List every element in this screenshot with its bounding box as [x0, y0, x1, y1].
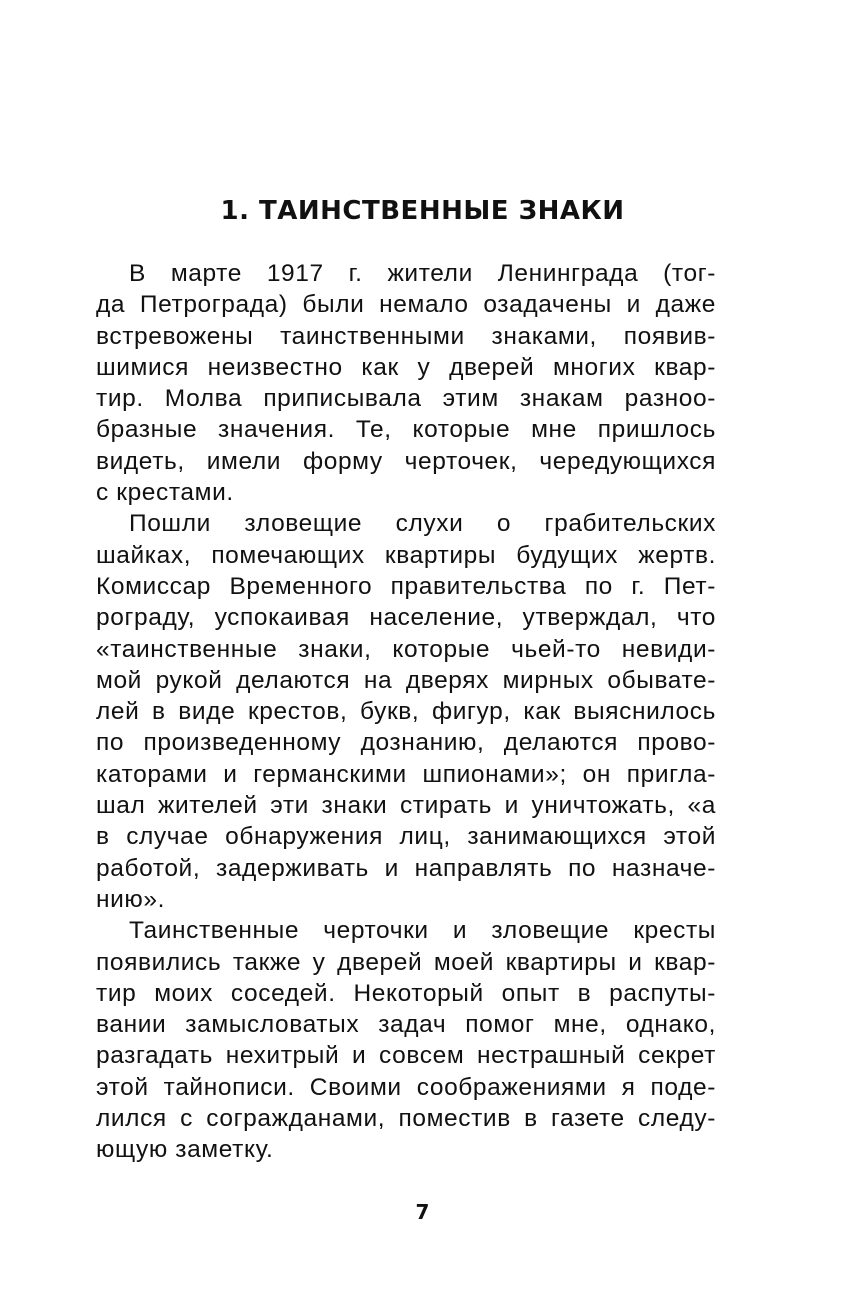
text-line: вании замысловатых задач помог мне, однако,	[96, 1011, 716, 1039]
chapter-title: 1. ТАИНСТВЕННЫЕ ЗНАКИ	[220, 196, 625, 226]
text-line: нию».	[96, 885, 166, 913]
text-line: тир моих соседей. Некоторый опыт в распуты-	[96, 979, 716, 1007]
text-line: встревожены таинственными знаками, появив-	[96, 322, 716, 350]
paragraph-2	[96, 508, 716, 915]
paragraph-1	[96, 258, 716, 508]
text-line: Комиссар Временного правительства по г. Пет-	[96, 572, 716, 600]
text-line: мой рукой делаются на дверях мирных обывате-	[96, 666, 716, 694]
text-line: да Петрограда) были немало озадачены и даже	[96, 291, 716, 319]
text-line: Таинственные черточки и зловещие кресты	[129, 917, 716, 945]
text-line: по произведенному дознанию, делаются прово-	[96, 729, 716, 757]
text-line: Пошли зловещие слухи о грабительских	[129, 510, 716, 538]
text-line: В марте 1917 г. жители Ленинграда (тог-	[129, 260, 716, 287]
text-line: работой, задерживать и направлять по назначе-	[96, 854, 716, 882]
text-line: разгадать нехитрый и совсем нестрашный секрет	[96, 1042, 716, 1070]
body-text	[96, 258, 716, 1166]
text-line: шимися неизвестно как у дверей многих квар-	[96, 353, 716, 381]
text-line: шал жителей эти знаки стирать и уничтожать, «а	[96, 792, 716, 820]
text-line: шайках, помечающих квартиры будущих жертв.	[96, 541, 716, 569]
text-line: лей в виде крестов, букв, фигур, как выяснилось	[96, 698, 716, 726]
text-line: каторами и германскими шпионами»; он пригла-	[96, 760, 716, 788]
text-line: лился с согражданами, поместив в газете следу-	[96, 1105, 716, 1133]
page-number: 7	[415, 1200, 430, 1224]
text-line: тир. Молва приписывала этим знакам разноо-	[96, 385, 716, 413]
text-line: появились также у дверей моей квартиры и квар-	[96, 948, 716, 976]
paragraph-3	[96, 915, 716, 1165]
text-line: рограду, успокаивая население, утверждал, что	[96, 604, 716, 632]
text-line: с крестами.	[96, 479, 234, 507]
text-line: в случае обнаружения лиц, занимающихся этой	[96, 823, 716, 851]
text-line: «таинственные знаки, которые чьей-то невиди-	[96, 635, 716, 663]
text-line: видеть, имели форму черточек, чередующихся	[96, 447, 716, 475]
text-line: ющую заметку.	[96, 1136, 274, 1164]
text-line: бразные значения. Те, которые мне пришлось	[96, 416, 716, 444]
text-line: этой тайнописи. Своими соображениями я поде-	[96, 1073, 716, 1101]
